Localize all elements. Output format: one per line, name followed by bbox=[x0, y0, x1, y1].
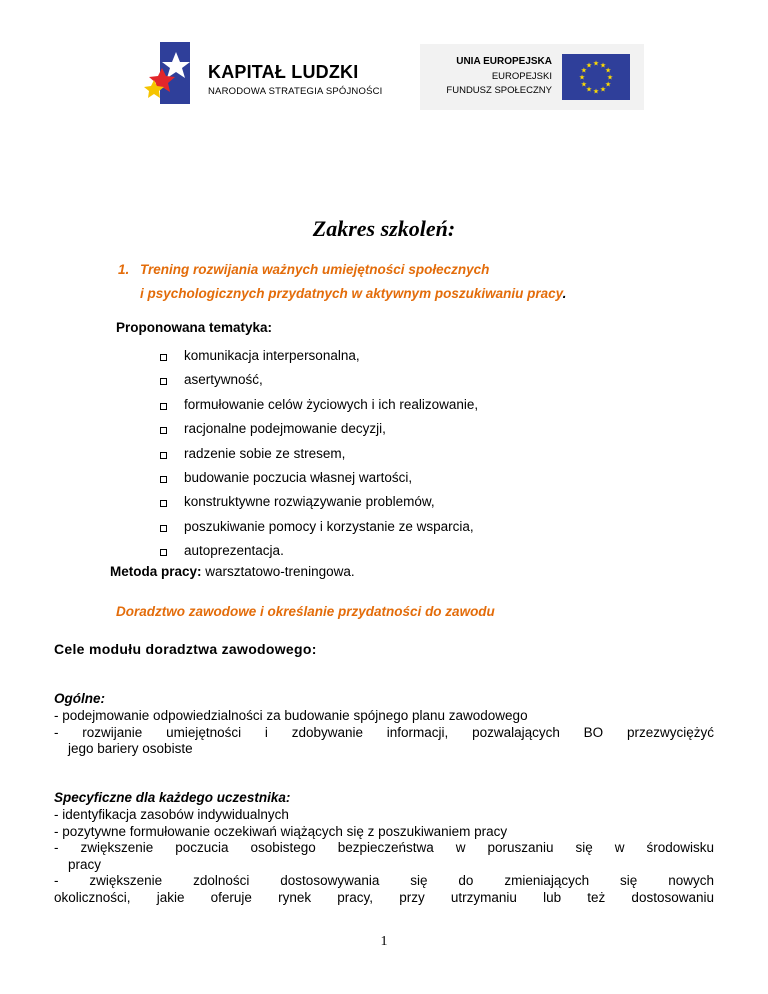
general-line: - podejmowanie odpowiedzialności za budowanie spójnego planu zawodowego bbox=[54, 708, 528, 723]
specific-line: - pozytywne formułowanie oczekiwań wiążących się z poszukiwaniem pracy bbox=[54, 823, 508, 839]
bullet-square-icon bbox=[160, 427, 167, 434]
general-paragraph bbox=[54, 708, 714, 758]
kapital-ludzki-emblem bbox=[140, 40, 206, 110]
topics-list bbox=[158, 348, 478, 568]
list-item: radzenie sobie ze stresem, bbox=[158, 446, 478, 470]
eu-logo-line1: UNIA EUROPEJSKA bbox=[456, 56, 552, 67]
kapital-ludzki-subtitle: NARODOWA STRATEGIA SPÓJNOŚCI bbox=[208, 86, 383, 97]
list-item: budowanie poczucia własnej wartości, bbox=[158, 470, 478, 494]
bullet-square-icon bbox=[160, 403, 167, 410]
goals-heading: Cele modułu doradztwa zawodowego: bbox=[54, 641, 317, 657]
list-item: poszukiwanie pomocy i korzystanie ze wsparcia, bbox=[158, 519, 478, 543]
section1-number: 1. bbox=[118, 262, 130, 277]
method-label: Metoda pracy: bbox=[110, 564, 202, 579]
page-title: Zakres szkoleń: bbox=[312, 216, 456, 241]
bullet-square-icon bbox=[160, 549, 167, 556]
eu-star-icon: ★ bbox=[585, 62, 593, 70]
general-label: Ogólne: bbox=[54, 691, 105, 706]
section1-heading-line2-text: i psychologicznych przydatnych w aktywnym poszukiwaniu pracy bbox=[140, 286, 563, 301]
topics-heading: Proponowana tematyka: bbox=[116, 320, 273, 335]
eu-star-icon: ★ bbox=[580, 81, 588, 89]
kapital-ludzki-title: KAPITAŁ LUDZKI bbox=[208, 62, 359, 82]
eu-star-icon: ★ bbox=[604, 67, 612, 75]
section1-heading-line1: Trening rozwijania ważnych umiejętności społecznych bbox=[140, 262, 490, 277]
eu-logo-line3: FUNDUSZ SPOŁECZNY bbox=[446, 85, 552, 96]
bullet-square-icon bbox=[160, 525, 167, 532]
list-item: konstruktywne rozwiązywanie problemów, bbox=[158, 494, 478, 518]
eu-logo-line2: EUROPEJSKI bbox=[491, 71, 552, 82]
method-line bbox=[110, 564, 355, 579]
bullet-square-icon bbox=[160, 500, 167, 507]
eu-star-icon: ★ bbox=[604, 81, 612, 89]
list-item: autoprezentacja. bbox=[158, 543, 478, 567]
section2-heading: Doradztwo zawodowe i określanie przydatności do zawodu bbox=[116, 604, 495, 619]
list-item: formułowanie celów życiowych i ich realizowanie, bbox=[158, 397, 478, 421]
specific-line: okoliczności, jakie oferuje rynek pracy, przy utrzymaniu lub też dostosowaniu bbox=[54, 889, 714, 905]
bullet-square-icon bbox=[160, 378, 167, 385]
list-item: racjonalne podejmowanie decyzji, bbox=[158, 421, 478, 445]
eu-star-icon: ★ bbox=[592, 60, 600, 68]
list-item: komunikacja interpersonalna, bbox=[158, 348, 478, 372]
eu-flag-icon bbox=[562, 54, 630, 100]
specific-line: - zwiększenie zdolności dostosowywania się do zmieniających się nowych bbox=[54, 873, 714, 888]
bullet-square-icon bbox=[160, 354, 167, 361]
eu-star-icon: ★ bbox=[606, 74, 614, 82]
eu-star-icon: ★ bbox=[578, 74, 586, 82]
specific-line: - identyfikacja zasobów indywidualnych bbox=[54, 807, 289, 822]
bullet-square-icon bbox=[160, 452, 167, 459]
eu-star-icon: ★ bbox=[585, 86, 593, 94]
bullet-square-icon bbox=[160, 476, 167, 483]
eu-star-icon: ★ bbox=[580, 67, 588, 75]
method-value: warsztatowo-treningowa. bbox=[201, 564, 355, 579]
specific-line: - zwiększenie poczucia osobistego bezpieczeństwa w poruszaniu się w środowisku bbox=[54, 840, 714, 855]
list-item: asertywność, bbox=[158, 372, 478, 396]
eu-star-icon: ★ bbox=[599, 86, 607, 94]
specific-label: Specyficzne dla każdego uczestnika: bbox=[54, 790, 291, 805]
page-number: 1 bbox=[380, 934, 388, 949]
general-line: - rozwijanie umiejętności i zdobywanie informacji, pozwalających BO przezwyciężyć bbox=[54, 724, 714, 740]
general-line: jego bariery osobiste bbox=[68, 741, 193, 756]
specific-paragraph bbox=[54, 807, 714, 906]
section1-heading-period: . bbox=[562, 286, 567, 301]
specific-line: pracy bbox=[68, 856, 102, 872]
eu-star-icon: ★ bbox=[592, 88, 600, 96]
eu-star-icon: ★ bbox=[599, 62, 607, 70]
section1-heading-line2 bbox=[140, 286, 566, 301]
eu-logo bbox=[420, 44, 644, 110]
